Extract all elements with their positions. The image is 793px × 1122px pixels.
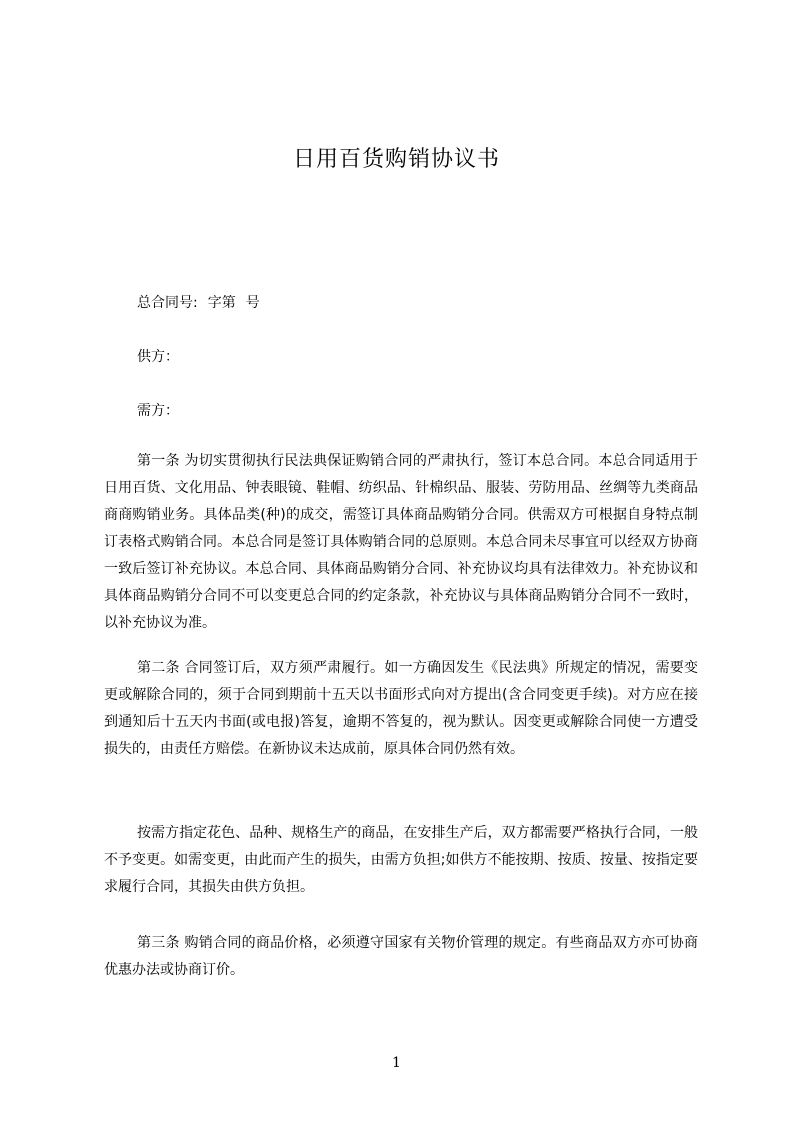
buyer-line [137,400,179,420]
contract-number-value-part-1: 字第 [207,295,236,311]
article-1-paragraph: 第一条 为切实贯彻执行民法典保证购销合同的严肃执行，签订本总合同。本总合同适用于日用百货、文化用品、钟表眼镜、鞋帽、纺织品、针棉织品、服装、劳防用品、丝绸等九类商品商商购销业务。具体品类(种)的成交，需签订具体商品购销分合同。供需双方可根据自身特点制订表格式购销合同。本总合同是签订具体购销合同的总原则。本总合同未尽事宜可以经双方协商一致后签订补充协议。本总合同、具体商品购销分合同、补充协议均具有法律效力。补充协议和具体商品购销分合同不可以变更总合同的约定条款，补充协议与具体商品购销分合同不一致时，以补充协议为准。 [104,453,698,631]
article-2-supplement-paragraph: 按需方指定花色、品种、规格生产的商品，在安排生产后，双方都需要严格执行合同，一般不予变更。如需变更，由此而产生的损失，由需方负担;如供方不能按期、按质、按量、按指定要求履行合同，其损失由供方负担。 [104,825,698,895]
contract-number-value-part-2: 号 [245,295,260,311]
contract-number-line [137,292,260,312]
article-2-paragraph: 第二条 合同签订后，双方须严肃履行。如一方确因发生《民法典》所规定的情况，需要变更或解除合同的，须于合同到期前十五天以书面形式向对方提出(含合同变更手续)。对方应在接到通知后十五天内书面(或电报)答复，逾期不答复的，视为默认。因变更或解除合同使一方遭受损失的，由责任方赔偿。在新协议未达成前，原具体合同仍然有效。 [104,660,698,757]
buyer-label: 需方： [137,403,179,419]
supplier-line [137,346,179,366]
contract-number-label: 总合同号: [137,295,198,311]
document-title: 日用百货购销协议书 [292,147,500,172]
supplier-label: 供方： [137,349,179,365]
page-number: 1 [392,1055,401,1071]
article-3-paragraph: 第三条 购销合同的商品价格，必须遵守国家有关物价管理的规定。有些商品双方亦可协商优惠办法或协商订价。 [104,935,698,978]
